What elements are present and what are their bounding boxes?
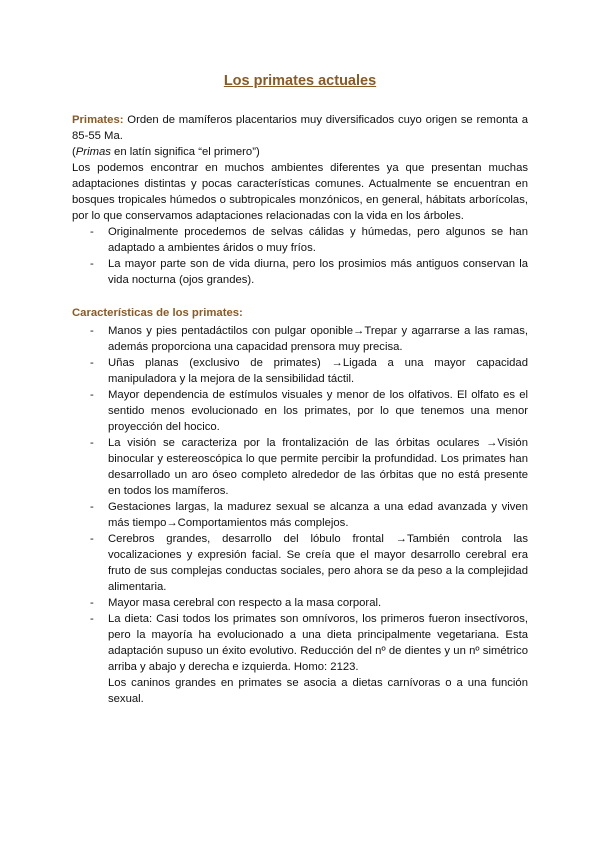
characteristics-list	[72, 323, 528, 707]
list-item: - Cerebros grandes, desarrollo del lóbulo frontal →También controla las vocalizaciones y expresión facial. Se creía que el mayor desarrollo cerebral era fruto de sus complejas conductas sociales, pero ahora se da peso a la complejidad alimentaria.	[90, 533, 528, 593]
primates-definition	[72, 112, 528, 144]
list-item: - Originalmente procedemos de selvas cálidas y húmedas, pero algunos se han adaptado a ambientes áridos o muy fríos.	[90, 226, 528, 254]
list-item: - La visión se caracteriza por la frontalización de las órbitas oculares →Visión binocular y estereoscópica lo que permite percibir la profundidad. Los primates han desarrollado un aro óseo completo alrededor de las órbitas que no está presente en todos los mamíferos.	[90, 437, 528, 497]
habitat-paragraph: Los podemos encontrar en muchos ambientes diferentes ya que presentan muchas adaptaciones distintas y pocas características comunes. Actualmente se encuentran en bosques tropicales húmedos o subtropicales monzónicos, en general, hábitats arborícolas, por lo que conservamos adaptaciones relacionadas con la vida en los árboles.	[72, 162, 528, 222]
page-title: Los primates actuales	[223, 73, 377, 89]
list-item: - La dieta: Casi todos los primates son omnívoros, los primeros fueron insectívoros, pero la mayoría ha evolucionado a una dieta principalmente vegetariana. Esta adaptación supuso un éxito evolutivo. Reducción del nº de dientes y un nº simétrico arriba y abajo y derecha e izquierda. Homo: 2123. Los caninos grandes en primates se asocia a dietas carnívoras o a una función sexual.	[90, 613, 528, 705]
list-item: - Uñas planas (exclusivo de primates) →Ligada a una mayor capacidad manipuladora y la mejora de la sensibilidad táctil.	[90, 357, 528, 385]
habitat-list	[72, 224, 528, 288]
document-body	[72, 112, 528, 707]
list-item: - Manos y pies pentadáctilos con pulgar oponible→Trepar y agarrarse a las ramas, además proporciona una capacidad prensora muy precisa.	[90, 325, 528, 353]
etymology-note: (Primas en latín significa “el primero”)	[72, 146, 260, 158]
etymology-word: Primas	[75, 146, 111, 158]
primates-term: Primates:	[72, 114, 124, 126]
list-item: - Gestaciones largas, la madurez sexual se alcanza a una edad avanzada y viven más tiempo→Comportamientos más complejos.	[90, 501, 528, 529]
list-item: - La mayor parte son de vida diurna, pero los prosimios más antiguos conservan la vida nocturna (ojos grandes).	[90, 258, 528, 286]
list-item: - Mayor masa cerebral con respecto a la masa corporal.	[90, 597, 382, 609]
primates-definition-text: Orden de mamíferos placentarios muy diversificados cuyo origen se remonta a 85-55 Ma.	[72, 114, 528, 142]
diet-note: Los caninos grandes en primates se asocia a dietas carnívoras o a una función sexual.	[108, 677, 528, 705]
section-heading: Características de los primates:	[72, 307, 243, 319]
list-item: - Mayor dependencia de estímulos visuales y menor de los olfativos. El olfato es el sentido menos evolucionado en los primates, por lo que tenemos una menor proyección del hocico.	[90, 389, 528, 433]
